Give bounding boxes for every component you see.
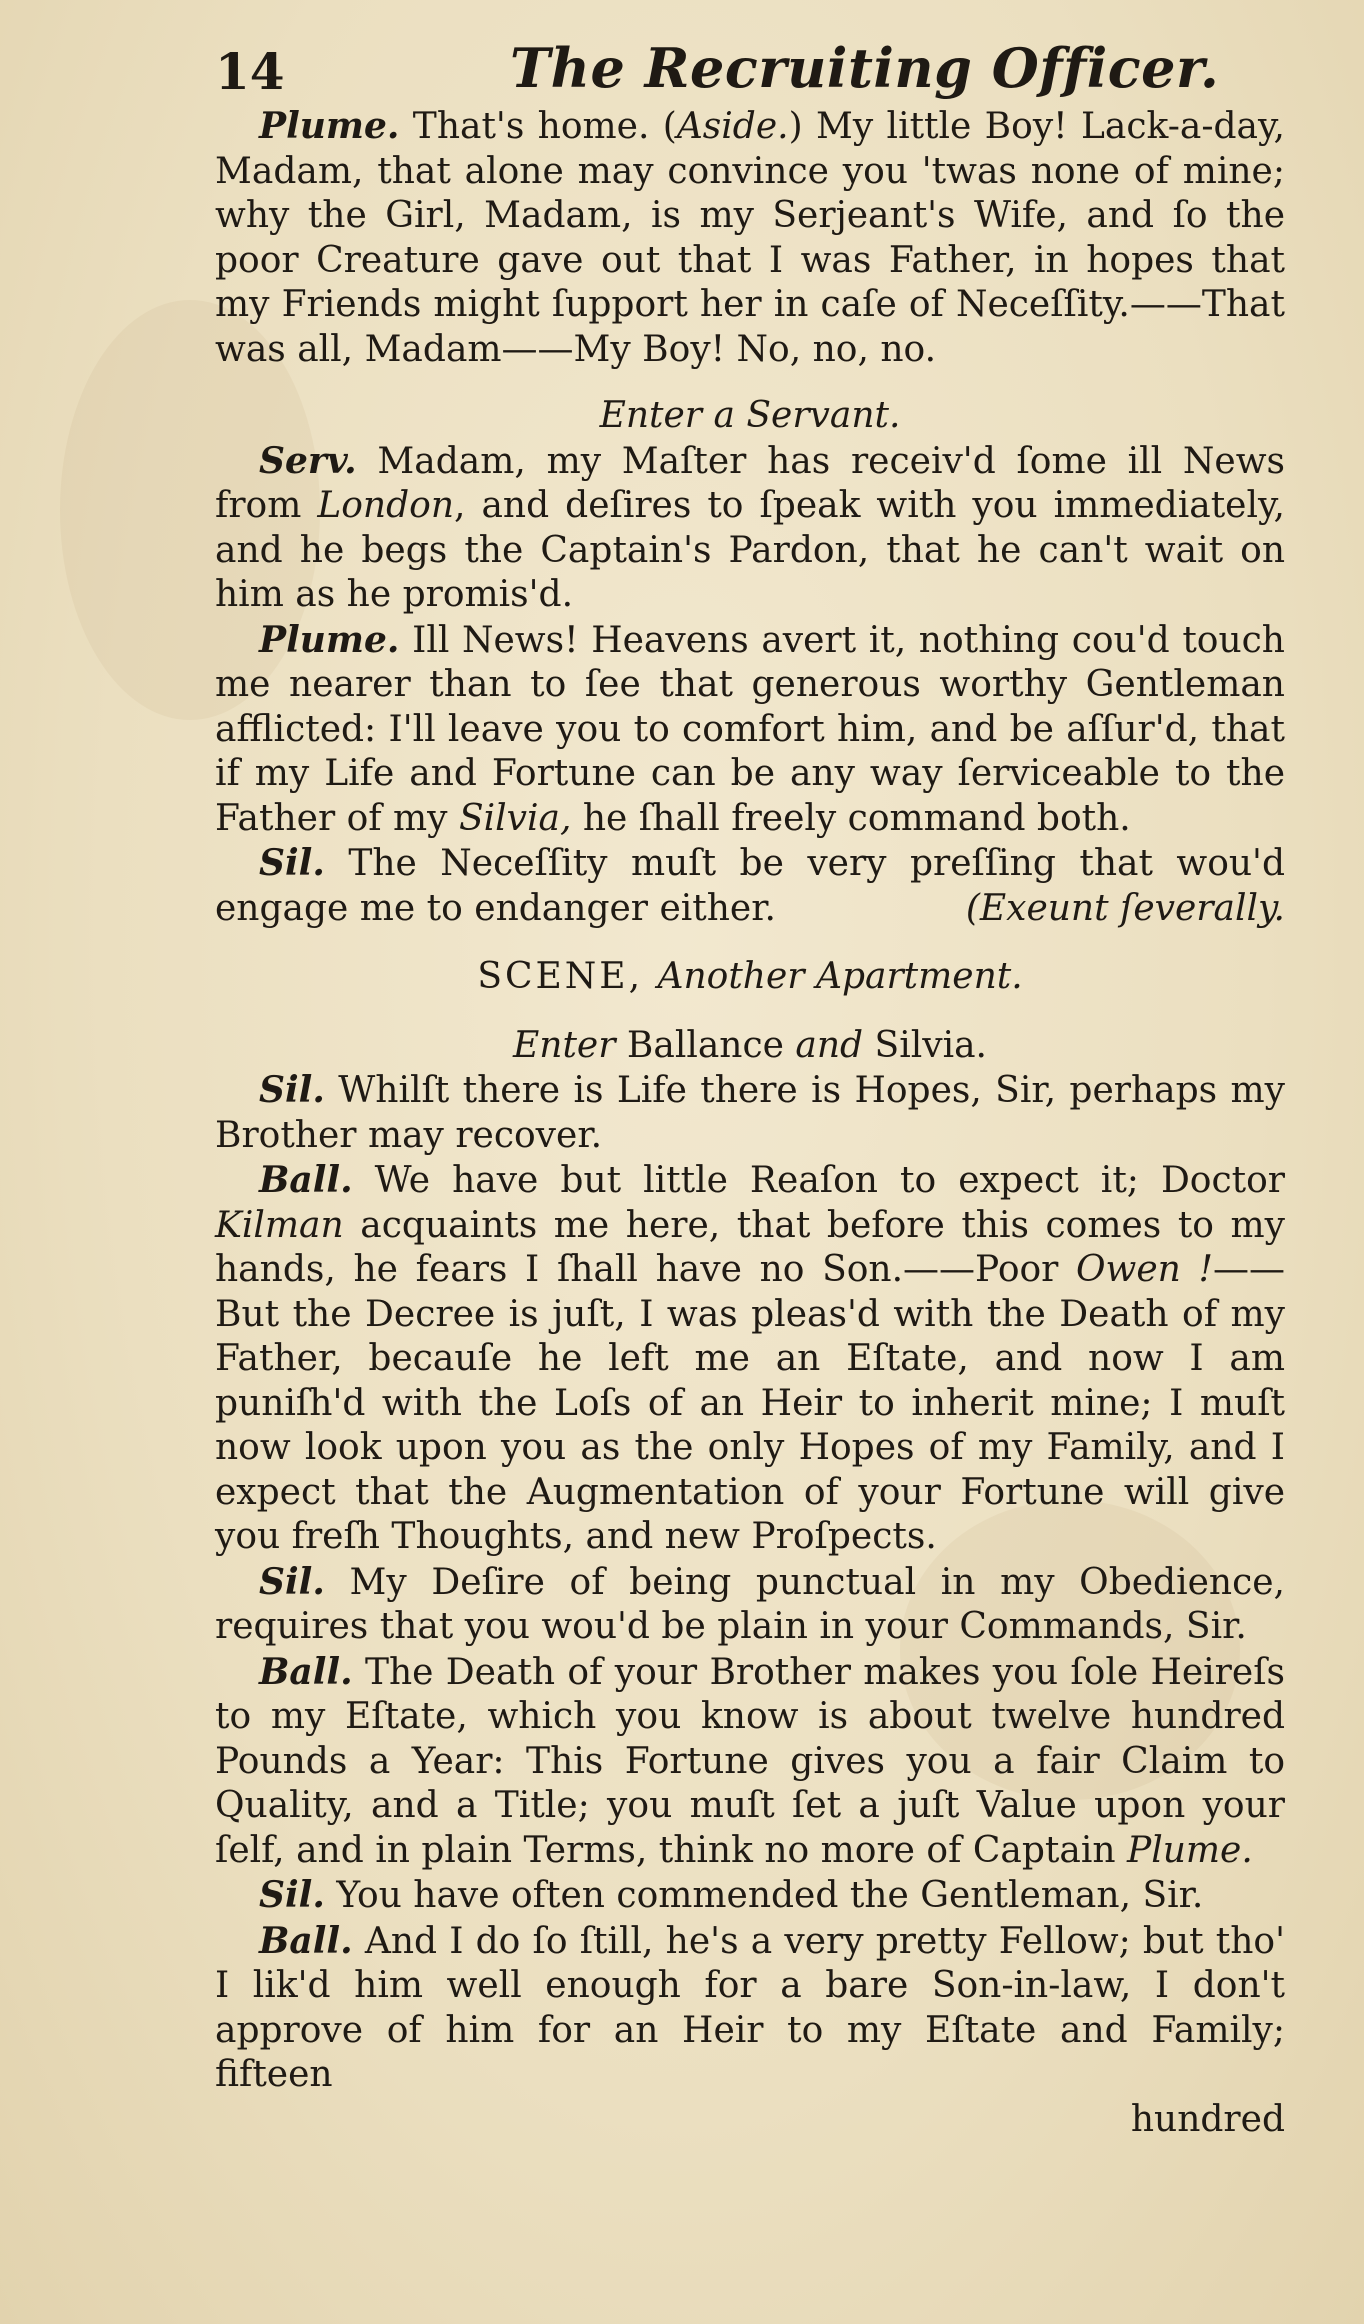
speech-ballance-2 [215, 1650, 1285, 1874]
speech-text: Ill News! Heavens avert it, nothing cou'd touch me nearer than to ſee that generous worthy Gentleman afflicted: I'll leave you to comfort him, and be aſſur'd, that if my Life and Fortune can be any way ſerviceable to the Father of my [215, 619, 1285, 839]
speech-text: That's home. ( [399, 106, 677, 147]
speech-text: ) My little Boy! Lack-a-day, Madam, that alone may convince you 'twas none of mine; why the Girl, Madam, is my Serjeant's Wife, and ſo the poor Creature gave out that I was Father, in hopes that my Friends might ſupport her in caſe of Neceſſity.——That was all, Madam——My Boy! No, no, no. [215, 106, 1285, 370]
speech-text: Whilſt there is Life there is Hopes, Sir, perhaps my Brother may recover. [215, 1070, 1285, 1156]
speaker-name: Serv. [259, 439, 357, 482]
character-name: Silvia, [458, 797, 572, 839]
character-name: Silvia. [863, 1024, 987, 1066]
speech-servant [215, 439, 1285, 618]
place-name: London [317, 485, 455, 526]
speech-text: The Death of your Brother makes you ſole Heireſs to my Eſtate, which you know is about twelve hundred Pounds a Year: This Fortune gives you a fair Claim to Quality, and a Title; you muſt ſet a juſt Value upon your ſelf, and in plain Terms, think no more of Captain [215, 1651, 1285, 1871]
character-name: Owen ! [1076, 1249, 1213, 1290]
speaker-name: Sil. [259, 1874, 325, 1916]
speech-ballance-3 [215, 1919, 1285, 2098]
stage-direction-exeunt: (Exeunt ſeverally. [965, 887, 1285, 929]
speech-plume-2 [215, 618, 1285, 842]
speaker-name: Plume. [259, 618, 400, 661]
character-name: Kilman [215, 1204, 344, 1246]
page-header [215, 28, 1285, 108]
scene-label: SCENE, [477, 956, 644, 997]
speech-silvia-1 [215, 841, 1285, 931]
speaker-name: Ball. [259, 1650, 353, 1693]
stage-direction-enter-servant: Enter a Servant. [599, 395, 901, 436]
speech-text: The Neceſſity muſt be very preſſing that wou'd engage me to endanger either. [215, 843, 1285, 929]
speech-text: ——But the Decree is juſt, I was pleas'd with the Death of my Father, becauſe he left me an Eſtate, and now I am puniſh'd with the Loſs of an Heir to inherit mine; I muſt now look upon you as the only Hopes of my Family, and I expect that the Augmentation of your Fortune will give you freſh Thoughts, and new Proſpects. [215, 1249, 1285, 1557]
speaker-name: Plume. [259, 105, 400, 147]
speaker-name: Sil. [259, 1560, 325, 1603]
catchword: hundred [1130, 2098, 1285, 2140]
speech-text: You have often commended the Gentleman, Sir. [324, 1875, 1204, 1916]
character-name: Ballance [615, 1024, 796, 1066]
running-title: The Recruiting Officer. [510, 36, 1220, 100]
stage-direction-aside: Aside. [676, 106, 789, 147]
enter-word: Enter [513, 1024, 616, 1066]
speaker-name: Ball. [259, 1159, 353, 1201]
speech-silvia-4 [215, 1873, 1285, 1919]
speech-plume-1 [215, 104, 1285, 372]
text-block [215, 104, 1285, 2142]
speech-text: And I do ſo ſtill, he's a very pretty Fellow; but tho' I lik'd him well enough for a bare Son-in-law, I don't approve of him for an Heir to my Eſtate and Family; fifteen [215, 1920, 1285, 2095]
speech-text: We have but little Reaſon to expect it; Doctor [352, 1160, 1285, 1201]
speech-text: My Deſire of being punctual in my Obedience, requires that you wou'd be plain in your Commands, Sir. [215, 1561, 1285, 1647]
character-name: Plume. [1127, 1829, 1253, 1871]
speaker-name: Sil. [259, 842, 325, 884]
stage-direction-enter-ballance [215, 1024, 1285, 1069]
speaker-name: Ball. [259, 1919, 353, 1962]
scene-location: Another Apartment. [657, 956, 1023, 997]
speech-silvia-2 [215, 1068, 1285, 1158]
speaker-name: Sil. [259, 1069, 325, 1111]
scene-heading [215, 955, 1285, 1000]
speech-text: Madam, my Maſter has receiv'd ſome ill News from [215, 440, 1285, 526]
speech-text: he ſhall freely command both. [571, 797, 1131, 839]
speech-text: acquaints me here, that before this comes to my hands, he fears I ſhall have no Son.——Poor [215, 1204, 1285, 1290]
speech-text: , and deſires to ſpeak with you immediately, and he begs the Captain's Pardon, that he can't wait on him as he promis'd. [215, 485, 1285, 615]
and-word: and [795, 1024, 864, 1066]
speech-silvia-3 [215, 1560, 1285, 1650]
page-number: 14 [215, 42, 285, 101]
speech-ballance-1 [215, 1158, 1285, 1560]
